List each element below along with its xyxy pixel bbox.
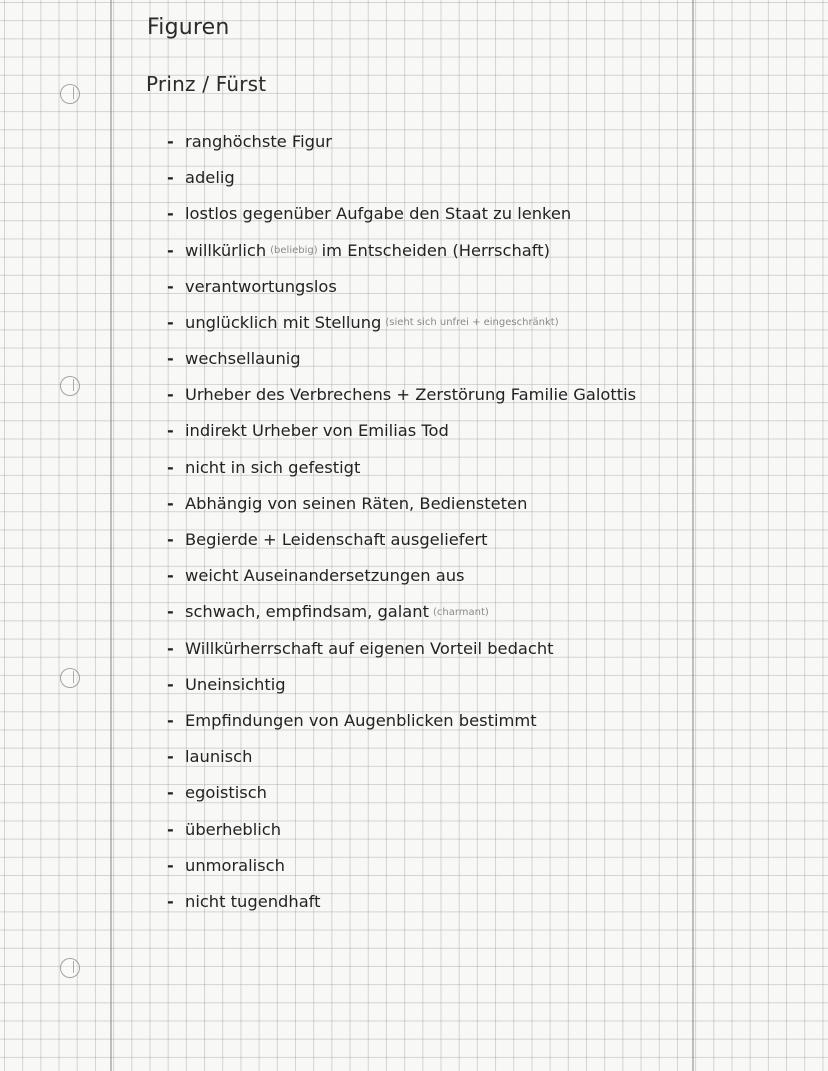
bullet-dash: - bbox=[167, 566, 174, 586]
bullet-dash: - bbox=[167, 204, 174, 224]
page-title: Figuren bbox=[147, 15, 230, 40]
bullet-dash: - bbox=[167, 674, 174, 694]
character-traits-list bbox=[167, 124, 707, 920]
list-item: - willkürlich (beliebig) im Entscheiden (Herrschaft) bbox=[167, 240, 550, 260]
list-item: - nicht tugendhaft bbox=[167, 891, 321, 911]
list-item: - unmoralisch bbox=[167, 855, 285, 875]
bullet-dash: - bbox=[167, 131, 174, 151]
list-item: - indirekt Urheber von Emilias Tod bbox=[167, 421, 449, 441]
bullet-dash: - bbox=[167, 710, 174, 730]
bullet-dash: - bbox=[167, 385, 174, 405]
list-item: - schwach, empfindsam, galant (charmant) bbox=[167, 602, 489, 622]
bullet-dash: - bbox=[167, 783, 174, 803]
list-item: - Urheber des Verbrechens + Zerstörung Familie Galottis bbox=[167, 385, 637, 405]
bullet-dash: - bbox=[167, 312, 174, 332]
bullet-dash: - bbox=[167, 855, 174, 875]
list-item: - überheblich bbox=[167, 819, 282, 839]
list-item: - ranghöchste Figur bbox=[167, 131, 332, 151]
bullet-dash: - bbox=[167, 530, 174, 549]
list-item: - Uneinsichtig bbox=[167, 674, 286, 694]
list-item: - lostlos gegenüber Aufgabe den Staat zu lenken bbox=[167, 204, 572, 224]
bullet-dash: - bbox=[167, 493, 174, 513]
bullet-dash: - bbox=[167, 638, 174, 658]
bullet-dash: - bbox=[167, 421, 174, 441]
bullet-dash: - bbox=[167, 349, 174, 369]
bullet-dash: - bbox=[167, 276, 174, 296]
list-item: - nicht in sich gefestigt bbox=[167, 457, 361, 477]
list-item: - weicht Auseinandersetzungen aus bbox=[167, 566, 465, 586]
punch-hole-icon bbox=[60, 376, 80, 396]
list-item: - adelig bbox=[167, 168, 235, 188]
bullet-dash: - bbox=[167, 819, 174, 839]
punch-hole-icon bbox=[60, 668, 80, 688]
bullet-dash: - bbox=[167, 457, 174, 477]
punch-hole-icon bbox=[60, 84, 80, 104]
left-margin-line bbox=[110, 0, 112, 1071]
page-subtitle: Prinz / Fürst bbox=[146, 72, 267, 96]
bullet-dash: - bbox=[167, 602, 174, 622]
list-item: - Willkürherrschaft auf eigenen Vorteil bedacht bbox=[167, 638, 554, 658]
punch-hole-icon bbox=[60, 958, 80, 978]
list-item: - wechsellaunig bbox=[167, 349, 301, 369]
list-item: - egoistisch bbox=[167, 783, 267, 803]
list-item: - launisch bbox=[167, 747, 253, 767]
list-item: - verantwortungslos bbox=[167, 276, 337, 296]
bullet-dash: - bbox=[167, 747, 174, 767]
bullet-dash: - bbox=[167, 891, 174, 911]
list-item: - Empfindungen von Augenblicken bestimmt bbox=[167, 710, 537, 730]
list-item: - unglücklich mit Stellung (sieht sich unfrei + eingeschränkt) bbox=[167, 312, 559, 332]
list-item: - Begierde + Leidenschaft ausgeliefert bbox=[167, 530, 488, 549]
bullet-dash: - bbox=[167, 240, 174, 260]
list-item: - Abhängig von seinen Räten, Bediensteten bbox=[167, 493, 528, 513]
bullet-dash: - bbox=[167, 168, 174, 188]
